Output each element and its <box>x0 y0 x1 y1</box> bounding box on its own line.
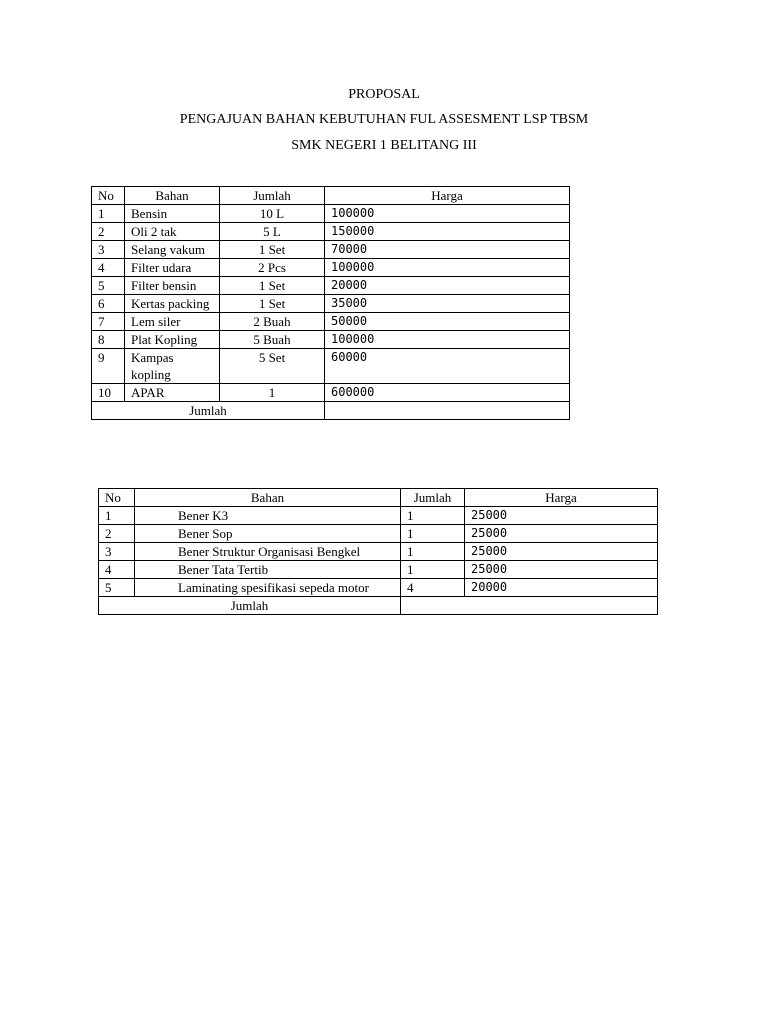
table-row <box>92 349 570 384</box>
cell-harga: 20000 <box>325 277 570 295</box>
table-row <box>99 507 658 525</box>
table-row <box>92 205 570 223</box>
materials-table-1 <box>91 186 570 420</box>
table-row <box>92 313 570 331</box>
cell-harga: 25000 <box>465 543 658 561</box>
cell-no: 3 <box>92 241 125 259</box>
cell-bahan: Plat Kopling <box>125 331 220 349</box>
cell-bahan: Laminating spesifikasi sepeda motor <box>135 579 401 597</box>
cell-harga: 25000 <box>465 561 658 579</box>
col-header-jumlah: Jumlah <box>401 489 465 507</box>
document-title: PROPOSAL <box>348 87 420 102</box>
cell-jumlah: 10 L <box>220 205 325 223</box>
table-row <box>92 295 570 313</box>
cell-jumlah: 1 Set <box>220 241 325 259</box>
cell-no: 5 <box>99 579 135 597</box>
cell-jumlah: 1 Set <box>220 295 325 313</box>
cell-harga: 20000 <box>465 579 658 597</box>
cell-jumlah: 2 Buah <box>220 313 325 331</box>
cell-no: 4 <box>99 561 135 579</box>
cell-bahan: Bener Tata Tertib <box>135 561 401 579</box>
table-row <box>99 525 658 543</box>
col-header-harga: Harga <box>465 489 658 507</box>
cell-harga: 35000 <box>325 295 570 313</box>
cell-jumlah: 1 <box>401 525 465 543</box>
cell-harga: 70000 <box>325 241 570 259</box>
cell-bahan: Lem siler <box>125 313 220 331</box>
cell-bahan: Filter udara <box>125 259 220 277</box>
cell-harga: 100000 <box>325 331 570 349</box>
col-header-no: No <box>99 489 135 507</box>
cell-bahan: Filter bensin <box>125 277 220 295</box>
cell-no: 6 <box>92 295 125 313</box>
table-row <box>92 331 570 349</box>
cell-bahan: Bener K3 <box>135 507 401 525</box>
cell-no: 1 <box>92 205 125 223</box>
cell-jumlah: 4 <box>401 579 465 597</box>
cell-bahan: Kertas packing <box>125 295 220 313</box>
cell-harga: 100000 <box>325 205 570 223</box>
cell-jumlah: 1 <box>220 384 325 402</box>
cell-no: 2 <box>99 525 135 543</box>
table-header-row <box>99 489 658 507</box>
table-header-row <box>92 187 570 205</box>
cell-harga: 25000 <box>465 525 658 543</box>
materials-table-2 <box>98 488 658 615</box>
cell-no: 3 <box>99 543 135 561</box>
cell-bahan: Oli 2 tak <box>125 223 220 241</box>
table-row <box>92 259 570 277</box>
document-subtitle: PENGAJUAN BAHAN KEBUTUHAN FUL ASSESMENT LSP TBSM <box>179 112 589 127</box>
cell-bahan: Bener Struktur Organisasi Bengkel <box>135 543 401 561</box>
table-row <box>92 384 570 402</box>
school-name: SMK NEGERI 1 BELITANG III <box>291 138 477 153</box>
total-label: Jumlah <box>99 597 401 615</box>
table-total-row <box>92 402 570 420</box>
table-row <box>92 277 570 295</box>
cell-harga: 600000 <box>325 384 570 402</box>
table-row <box>92 223 570 241</box>
cell-no: 9 <box>92 349 125 384</box>
total-label: Jumlah <box>92 402 325 420</box>
cell-no: 1 <box>99 507 135 525</box>
cell-harga: 50000 <box>325 313 570 331</box>
col-header-jumlah: Jumlah <box>220 187 325 205</box>
cell-no: 4 <box>92 259 125 277</box>
cell-no: 10 <box>92 384 125 402</box>
table-row <box>99 561 658 579</box>
table-total-row <box>99 597 658 615</box>
col-header-harga: Harga <box>325 187 570 205</box>
cell-bahan: Kampas kopling <box>125 349 220 384</box>
col-header-no: No <box>92 187 125 205</box>
cell-bahan: Bensin <box>125 205 220 223</box>
cell-harga: 100000 <box>325 259 570 277</box>
cell-no: 7 <box>92 313 125 331</box>
cell-jumlah: 2 Pcs <box>220 259 325 277</box>
cell-harga: 60000 <box>325 349 570 384</box>
total-value <box>401 597 658 615</box>
cell-bahan: APAR <box>125 384 220 402</box>
col-header-bahan: Bahan <box>125 187 220 205</box>
cell-harga: 150000 <box>325 223 570 241</box>
cell-no: 2 <box>92 223 125 241</box>
table-row <box>99 579 658 597</box>
cell-jumlah: 1 <box>401 543 465 561</box>
cell-no: 8 <box>92 331 125 349</box>
cell-harga: 25000 <box>465 507 658 525</box>
cell-bahan: Bener Sop <box>135 525 401 543</box>
total-value <box>325 402 570 420</box>
cell-jumlah: 1 Set <box>220 277 325 295</box>
table-row <box>92 241 570 259</box>
cell-jumlah: 1 <box>401 561 465 579</box>
cell-jumlah: 5 Buah <box>220 331 325 349</box>
cell-jumlah: 5 Set <box>220 349 325 384</box>
cell-no: 5 <box>92 277 125 295</box>
cell-bahan: Selang vakum <box>125 241 220 259</box>
table-row <box>99 543 658 561</box>
col-header-bahan: Bahan <box>135 489 401 507</box>
cell-jumlah: 5 L <box>220 223 325 241</box>
cell-jumlah: 1 <box>401 507 465 525</box>
